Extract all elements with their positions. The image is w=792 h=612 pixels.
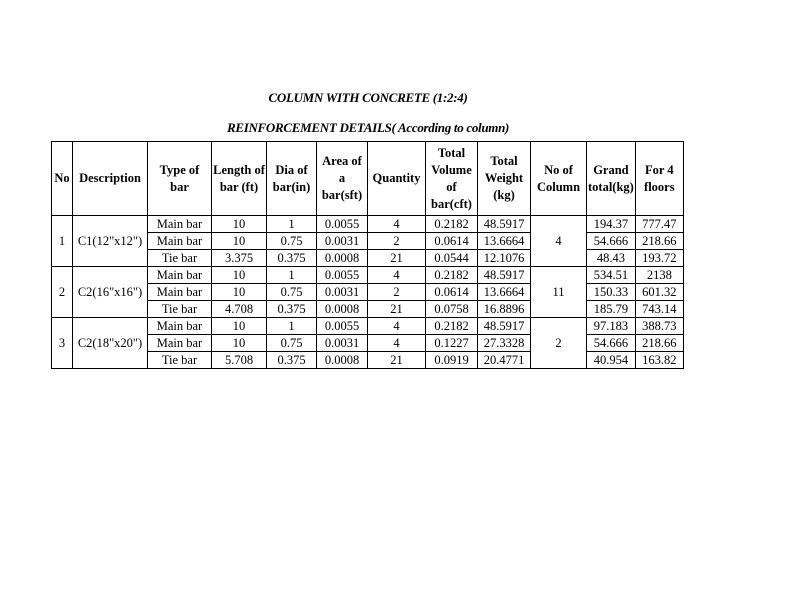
- cell-for-4-floors: 193.72: [635, 250, 683, 267]
- header-total-volume: Total Volume of bar(cft): [426, 142, 478, 216]
- cell-weight: 48.5917: [478, 216, 531, 233]
- cell-no-of-column: 2: [531, 318, 587, 369]
- cell-dia: 1: [267, 318, 317, 335]
- cell-quantity: 2: [368, 284, 426, 301]
- cell-weight: 48.5917: [478, 267, 531, 284]
- cell-dia: 1: [267, 267, 317, 284]
- cell-volume: 0.2182: [426, 318, 478, 335]
- cell-grand-total: 97.183: [587, 318, 636, 335]
- cell-area: 0.0055: [317, 318, 368, 335]
- cell-type: Main bar: [148, 284, 212, 301]
- cell-weight: 20.4771: [478, 352, 531, 369]
- cell-length: 10: [212, 335, 267, 352]
- cell-quantity: 21: [368, 352, 426, 369]
- cell-length: 4.708: [212, 301, 267, 318]
- header-for-4-floors: For 4 floors: [635, 142, 683, 216]
- cell-area: 0.0031: [317, 335, 368, 352]
- cell-volume: 0.0614: [426, 284, 478, 301]
- cell-type: Tie bar: [148, 301, 212, 318]
- cell-quantity: 21: [368, 301, 426, 318]
- header-description: Description: [73, 142, 148, 216]
- header-dia-of-bar: Dia of bar(in): [267, 142, 317, 216]
- cell-for-4-floors: 777.47: [635, 216, 683, 233]
- cell-length: 10: [212, 233, 267, 250]
- header-no: No: [52, 142, 73, 216]
- cell-no: 1: [52, 216, 73, 267]
- cell-dia: 0.375: [267, 250, 317, 267]
- cell-no-of-column: 11: [531, 267, 587, 318]
- cell-description: C2(18"x20"): [73, 318, 148, 369]
- header-grand-total: Grand total(kg): [587, 142, 636, 216]
- cell-volume: 0.0614: [426, 233, 478, 250]
- cell-grand-total: 150.33: [587, 284, 636, 301]
- table-row: [52, 318, 684, 335]
- cell-no: 2: [52, 267, 73, 318]
- cell-type: Tie bar: [148, 352, 212, 369]
- cell-for-4-floors: 163.82: [635, 352, 683, 369]
- cell-type: Main bar: [148, 335, 212, 352]
- header-area-of-bar: Area of a bar(sft): [317, 142, 368, 216]
- cell-area: 0.0008: [317, 250, 368, 267]
- header-no-of-column: No of Column: [531, 142, 587, 216]
- cell-area: 0.0031: [317, 233, 368, 250]
- cell-no: 3: [52, 318, 73, 369]
- header-row: [52, 142, 684, 216]
- cell-area: 0.0055: [317, 216, 368, 233]
- cell-for-4-floors: 218.66: [635, 335, 683, 352]
- cell-description: C2(16"x16"): [73, 267, 148, 318]
- cell-for-4-floors: 388.73: [635, 318, 683, 335]
- cell-type: Tie bar: [148, 250, 212, 267]
- cell-volume: 0.2182: [426, 267, 478, 284]
- cell-grand-total: 185.79: [587, 301, 636, 318]
- cell-dia: 0.375: [267, 352, 317, 369]
- cell-for-4-floors: 2138: [635, 267, 683, 284]
- cell-length: 3.375: [212, 250, 267, 267]
- cell-weight: 27.3328: [478, 335, 531, 352]
- cell-length: 10: [212, 318, 267, 335]
- cell-dia: 0.75: [267, 233, 317, 250]
- cell-area: 0.0008: [317, 301, 368, 318]
- cell-for-4-floors: 743.14: [635, 301, 683, 318]
- cell-grand-total: 534.51: [587, 267, 636, 284]
- cell-for-4-floors: 218.66: [635, 233, 683, 250]
- cell-for-4-floors: 601.32: [635, 284, 683, 301]
- header-total-weight: Total Weight (kg): [478, 142, 531, 216]
- header-quantity: Quantity: [368, 142, 426, 216]
- cell-type: Main bar: [148, 267, 212, 284]
- cell-volume: 0.0919: [426, 352, 478, 369]
- cell-no-of-column: 4: [531, 216, 587, 267]
- cell-quantity: 2: [368, 233, 426, 250]
- cell-weight: 48.5917: [478, 318, 531, 335]
- cell-description: C1(12"x12"): [73, 216, 148, 267]
- cell-quantity: 4: [368, 335, 426, 352]
- reinforcement-table: [51, 141, 684, 369]
- cell-area: 0.0055: [317, 267, 368, 284]
- cell-volume: 0.0544: [426, 250, 478, 267]
- cell-type: Main bar: [148, 318, 212, 335]
- cell-quantity: 4: [368, 216, 426, 233]
- table-row: [52, 267, 684, 284]
- cell-quantity: 4: [368, 318, 426, 335]
- cell-dia: 0.375: [267, 301, 317, 318]
- cell-type: Main bar: [148, 233, 212, 250]
- cell-volume: 0.2182: [426, 216, 478, 233]
- cell-grand-total: 54.666: [587, 335, 636, 352]
- cell-dia: 1: [267, 216, 317, 233]
- page-title: COLUMN WITH CONCRETE (1:2:4): [268, 90, 468, 105]
- cell-dia: 0.75: [267, 335, 317, 352]
- cell-volume: 0.0758: [426, 301, 478, 318]
- cell-quantity: 21: [368, 250, 426, 267]
- cell-weight: 13.6664: [478, 284, 531, 301]
- cell-grand-total: 48.43: [587, 250, 636, 267]
- cell-volume: 0.1227: [426, 335, 478, 352]
- table-row: [52, 216, 684, 233]
- cell-weight: 13.6664: [478, 233, 531, 250]
- cell-length: 10: [212, 216, 267, 233]
- cell-dia: 0.75: [267, 284, 317, 301]
- cell-grand-total: 194.37: [587, 216, 636, 233]
- cell-length: 5.708: [212, 352, 267, 369]
- cell-weight: 16.8896: [478, 301, 531, 318]
- table-title: REINFORCEMENT DETAILS( According to column): [226, 120, 510, 135]
- cell-weight: 12.1076: [478, 250, 531, 267]
- cell-area: 0.0008: [317, 352, 368, 369]
- cell-length: 10: [212, 284, 267, 301]
- cell-type: Main bar: [148, 216, 212, 233]
- cell-grand-total: 40.954: [587, 352, 636, 369]
- header-length-of-bar: Length of bar (ft): [212, 142, 267, 216]
- cell-area: 0.0031: [317, 284, 368, 301]
- cell-grand-total: 54.666: [587, 233, 636, 250]
- header-type-of-bar: Type of bar: [148, 142, 212, 216]
- cell-quantity: 4: [368, 267, 426, 284]
- cell-length: 10: [212, 267, 267, 284]
